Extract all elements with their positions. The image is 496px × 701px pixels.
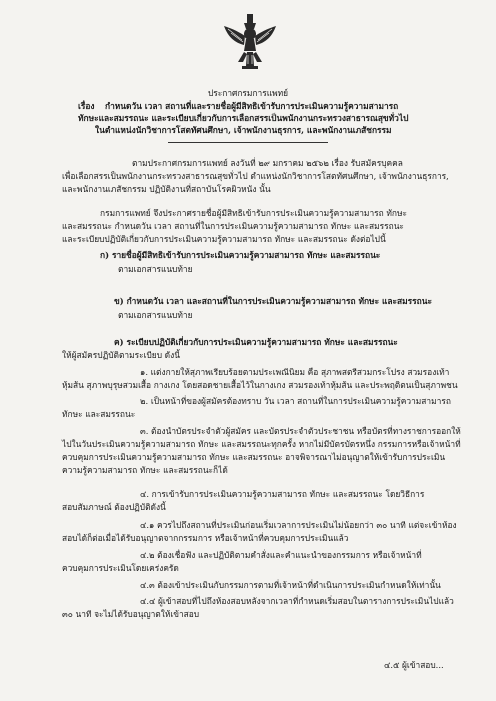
- rule-4-line-2: สอบสัมภาษณ์ ต้องปฏิบัติดังนี้: [62, 502, 166, 512]
- heading-divider: [168, 142, 328, 143]
- announce-line-1: กรมการแพทย์ จึงประกาศรายชื่อผู้มีสิทธิเข้ารับการประเมินความรู้ความสามารถ ทักษะ: [100, 208, 407, 218]
- garuda-emblem-icon: [222, 12, 278, 72]
- subject-label: เรื่อง: [78, 101, 95, 111]
- rule-4-4-line-2: ๓๐ นาที จะไม่ได้รับอนุญาตให้เข้าสอบ: [62, 609, 200, 619]
- rule-4-1-line-2: สอบได้ก็ต่อเมื่อได้รับอนุญาตจากกรรมการ หรือเจ้าหน้าที่ควบคุมการประเมินแล้ว: [62, 533, 349, 543]
- rule-4-3-line: ๔.๓ ต้องเข้าประเมินกับกรรมการตามที่เจ้าหน้าที่ดำเนินการประเมินกำหนดให้เท่านั้น: [140, 580, 441, 590]
- rule-2-line-2: ทักษะ และสมรรถนะ: [62, 409, 136, 419]
- rule-4-4-line-1: ๔.๔ ผู้เข้าสอบที่ไปถึงห้องสอบหลังจากเวลาที่กำหนดเริ่มสอบในตารางการประเมินไปแล้ว: [140, 596, 454, 606]
- rule-4-2-line-1: ๔.๒ ต้องเชื่อฟัง และปฏิบัติตามคำสั่งและคำแนะนำของกรรมการ หรือเจ้าหน้าที่: [140, 550, 422, 560]
- section-c-title: ค) ระเบียบปฏิบัติเกี่ยวกับการประเมินความรู้ความสามารถ ทักษะ และสมรรถนะ: [114, 337, 398, 347]
- subject-line-1: กำหนดวัน เวลา สถานที่และรายชื่อผู้มีสิทธิเข้ารับการประเมินความรู้ความสามารถ: [105, 101, 399, 111]
- subject-line-2: ทักษะและสมรรถนะ และระเบียบเกี่ยวกับการเลือกสรรเป็นพนักงานกระทรวงสาธารณสุขทั่วไป: [78, 113, 409, 123]
- intro-line-3: และพนักงานเภสัชกรรม ปฏิบัติงานที่สถาบันโรคผิวหนัง นั้น: [62, 184, 271, 194]
- rule-2-line-1: ๒. เป็นหน้าที่ของผู้สมัครต้องทราบ วัน เวลา สถานที่ในการประเมินความรู้ความสามารถ: [140, 396, 451, 406]
- rule-3-line-3: ควบคุมการประเมินความรู้ความสามารถ ทักษะ และสมรรถนะ อาจพิจารณาไม่อนุญาตให้เข้ารับการประเมิน: [62, 452, 446, 462]
- rule-3-line-2: ไปในวันประเมินความรู้ความสามารถ ทักษะ และสมรรถนะทุกครั้ง หากไม่มีบัตรบัตรหนึ่ง กรรมการหรือเจ้าหน้าที่: [62, 439, 461, 449]
- rule-4-line-1: ๔. การเข้ารับการประเมินความรู้ความสามารถ ทักษะ และสมรรถนะ โดยวิธีการ: [140, 489, 425, 499]
- rule-3-line-1: ๓. ต้องนำบัตรประจำตัวผู้สมัคร และบัตรประจำตัวประชาชน หรือบัตรที่ทางราชการออกให้: [140, 426, 461, 436]
- agency-heading: ประกาศกรมการแพทย์: [207, 88, 289, 98]
- rule-4-2-line-2: ควบคุมการประเมินโดยเคร่งครัด: [62, 563, 179, 573]
- rule-1-line-2: หุ้มส้น สุภาพบุรุษสวมเสื้อ กางเกง โดยสอดชายเสื้อไว้ในกางเกง สวมรองเท้าหุ้มส้น และประพฤติตนเป็นสุภาพชน: [62, 380, 458, 390]
- section-b-title: ข) กำหนดวัน เวลา และสถานที่ในการประเมินความรู้ความสามารถ ทักษะ และสมรรถนะ: [114, 296, 432, 306]
- rule-3-line-4: ความรู้ความสามารถ ทักษะ และสมรรถนะก็ได้: [62, 465, 228, 475]
- section-c-title-cont: ให้ผู้สมัครปฏิบัติตามระเบียบ ดังนี้: [62, 350, 180, 360]
- section-a-note: ตามเอกสารแนบท้าย: [118, 264, 193, 274]
- subject-line-3: ในตำแหน่งนักวิชาการโสตทัศนศึกษา, เจ้าพนักงานธุรการ, และพนักงานเภสัชกรรม: [95, 125, 392, 135]
- section-a-title: ก) รายชื่อผู้มีสิทธิเข้ารับการประเมินความรู้ความสามารถ ทักษะ และสมรรถนะ: [100, 250, 381, 260]
- intro-line-2: เพื่อเลือกสรรเป็นพนักงานกระทรวงสาธารณสุขทั่วไป ตำแหน่งนักวิชาการโสตทัศนศึกษา, เจ้าพนักงานธุรการ,: [62, 171, 449, 181]
- rule-4-1-line-1: ๔.๑ ควรไปถึงสถานที่ประเมินก่อนเริ่มเวลาการประเมินไม่น้อยกว่า ๓๐ นาที แต่จะเข้าห้อง: [140, 520, 457, 530]
- announce-line-3: และระเบียบปฏิบัติเกี่ยวกับการประเมินความรู้ความสามารถ ทักษะ และสมรรถนะ ดังต่อไปนี้: [62, 234, 386, 244]
- announce-line-2: และสมรรถนะ กำหนดวัน เวลา สถานที่ในการประเมินความรู้ความสามารถ ทักษะ และสมรรถนะ: [62, 221, 404, 231]
- intro-line-1: ตามประกาศกรมการแพทย์ ลงวันที่ ๒๙ มกราคม ๒๕๖๒ เรื่อง รับสมัครบุคคล: [132, 158, 403, 168]
- rule-1-line-1: ๑. แต่งกายให้สุภาพเรียบร้อยตามประเพณีนิยม คือ สุภาพสตรีสวมกระโปรง สวมรองเท้า: [140, 367, 450, 377]
- continued-marker: ๔.๕ ผู้เข้าสอบ...: [384, 660, 444, 670]
- section-b-note: ตามเอกสารแนบท้าย: [118, 310, 193, 320]
